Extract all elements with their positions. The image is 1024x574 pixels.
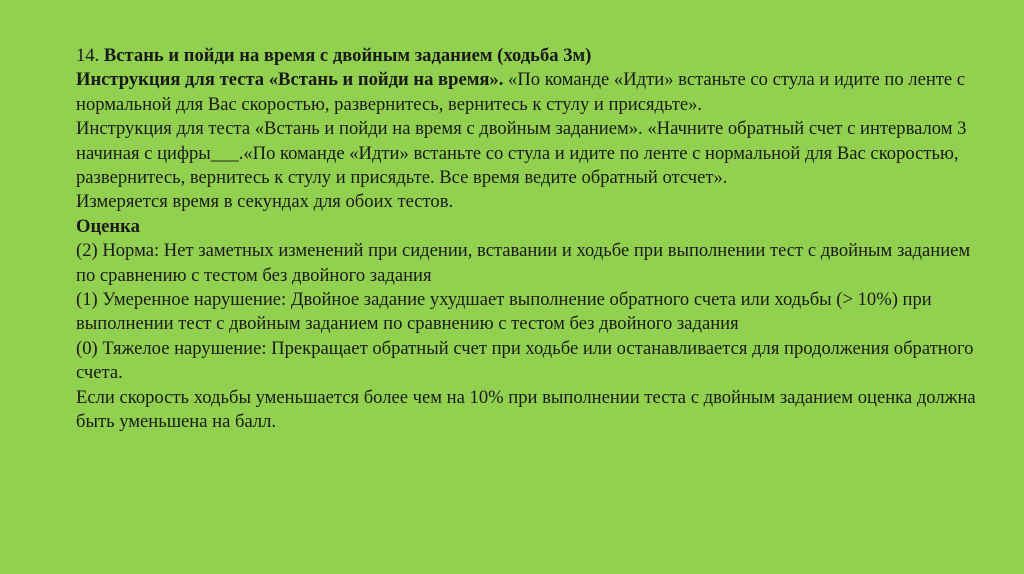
score-item-0: (0) Тяжелое нарушение: Прекращает обратный счет при ходьбе или останавливается для продолжения обратного счета. xyxy=(76,337,974,384)
heading-number: 14. xyxy=(76,45,100,66)
instruction-1 xyxy=(76,68,976,117)
slide-text xyxy=(76,44,976,435)
score-item-2: (2) Норма: Нет заметных изменений при сидении, вставании и ходьбе при выполнении тест с двойным заданием по сравнению с тестом без двойного задания xyxy=(76,240,971,286)
score-heading: Оценка xyxy=(76,215,140,237)
final-note: Если скорость ходьбы уменьшается более чем на 10% при выполнении теста с двойным заданием оценка должна быть уменьшена на балл. xyxy=(76,386,976,433)
score-item-1: (1) Умеренное нарушение: Двойное задание ухудшает выполнение обратного счета или ходьбы (> 10%) при выполнении тест с двойным заданием по сравнению с тестом без двойного задания xyxy=(76,289,932,335)
heading-line xyxy=(76,44,976,68)
instruction-1-label: Инструкция для теста «Встань и пойди на время». xyxy=(76,69,504,91)
instruction-1-text: «По команде «Идти» встаньте со стула и идите по ленте с нормальной для Вас скоростью, развернитесь, вернитесь к стулу и присядьте». xyxy=(76,69,966,115)
heading-title: Встань и пойди на время с двойным заданием (ходьба 3м) xyxy=(103,45,592,66)
instruction-2: Инструкция для теста «Встань и пойди на время с двойным заданием». «Начните обратный счет с интервалом 3 начиная с цифры___.«По команде «Идти» встаньте со стула и идите по ленте с нормальной для Вас скоростью, развернитесь, вернитесь к стулу и присядьте. Все время ведите обратный отсчет». xyxy=(76,118,967,189)
measure-note: Измеряется время в секундах для обоих тестов. xyxy=(76,191,454,213)
